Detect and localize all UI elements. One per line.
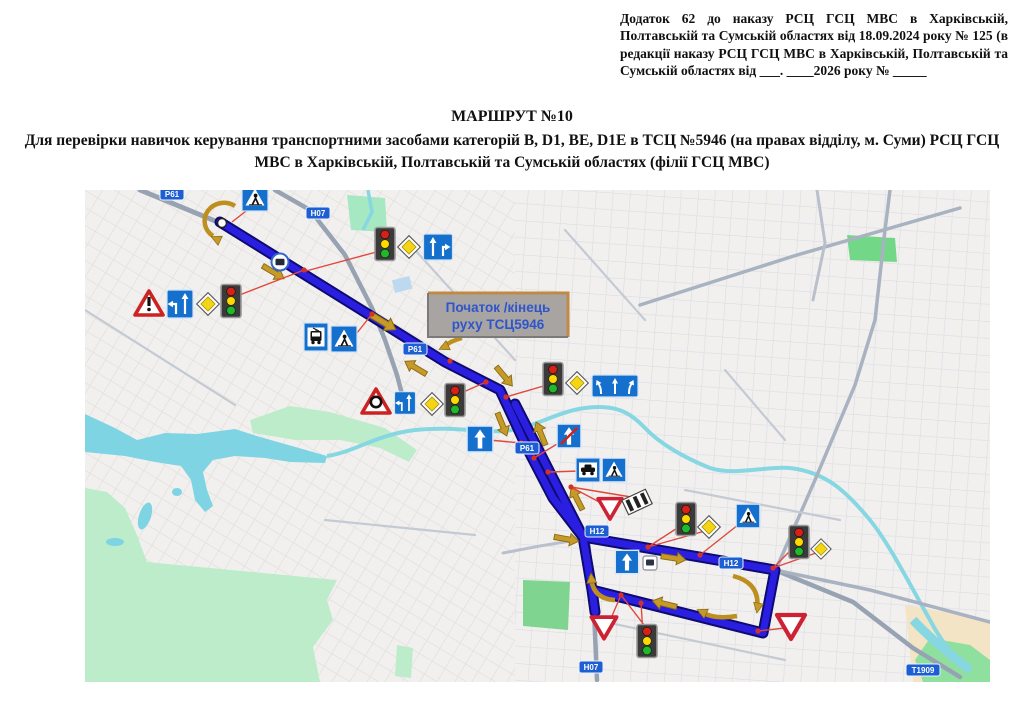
page-subtitle: Для перевірки навичок керування транспортними засобами категорій В, D1, ВЕ, D1Е в ТСЦ №5946 (на правах відділу, м. Суми) РСЦ ГСЦ МВС в Харківській, Полтавській та Сумській областях (філії ГСЦ МВС)	[24, 132, 1000, 172]
page-title: МАРШРУТ №10	[451, 108, 573, 125]
svg-text:Р61: Р61	[164, 190, 180, 199]
bus-stop-icon	[272, 254, 289, 271]
traffic-light-icon	[445, 384, 465, 417]
taxi-sign-icon	[576, 458, 600, 482]
road-label	[585, 525, 609, 537]
pedestrian-crossing-sign-icon	[602, 458, 625, 481]
one-way-end-sign-icon	[557, 424, 581, 448]
road-label	[719, 557, 743, 569]
traffic-light-icon	[789, 526, 809, 559]
pedestrian-crossing-sign-icon	[736, 504, 759, 527]
traffic-light-icon	[543, 363, 563, 396]
pedestrian-crossing-sign-icon	[331, 326, 357, 352]
lane-direction-sign-icon	[592, 375, 638, 397]
svg-text:Н12: Н12	[589, 527, 605, 536]
svg-text:Р61: Р61	[519, 444, 535, 453]
traffic-light-icon	[221, 285, 241, 318]
road-label	[906, 664, 940, 676]
annex-reference-text: Додаток 62 до наказу РСЦ ГСЦ МВС в Харківській, Полтавській та Сумській областях від 18.09.2024 року № 125 (в редакції наказу РСЦ ГСЦ МВС в Харківській, Полтавській та Сумській областях від ___. ____2026 року № _____	[620, 11, 1008, 78]
one-way-sign-icon	[467, 426, 493, 452]
start-end-label-line1: Початок /кінець	[445, 300, 551, 315]
road-label	[306, 207, 330, 219]
road-label	[579, 661, 603, 673]
road-label	[403, 343, 427, 355]
start-end-label-line2: руху ТСЦ5946	[451, 317, 545, 332]
bus-stop-icon	[643, 556, 657, 570]
lane-direction-sign-icon	[395, 392, 416, 414]
traffic-light-icon	[676, 503, 696, 536]
tram-stop-sign-icon	[304, 323, 328, 351]
traffic-light-icon	[637, 625, 657, 658]
road-label	[515, 442, 539, 454]
svg-text:Н07: Н07	[310, 209, 326, 218]
lane-direction-sign-icon	[424, 234, 453, 260]
route-map	[85, 190, 990, 682]
lane-direction-sign-icon	[167, 290, 193, 318]
svg-text:Н12: Н12	[723, 559, 739, 568]
svg-text:Т1909: Т1909	[911, 666, 935, 675]
traffic-light-icon	[375, 228, 395, 261]
pedestrian-crossing-sign-icon	[242, 190, 268, 211]
one-way-sign-icon	[615, 550, 638, 573]
start-end-label-box	[428, 293, 568, 337]
road-label	[160, 190, 184, 200]
route-start-point	[218, 219, 227, 228]
route-map-svg	[85, 190, 990, 682]
svg-text:Р61: Р61	[407, 345, 423, 354]
svg-text:Н07: Н07	[583, 663, 599, 672]
